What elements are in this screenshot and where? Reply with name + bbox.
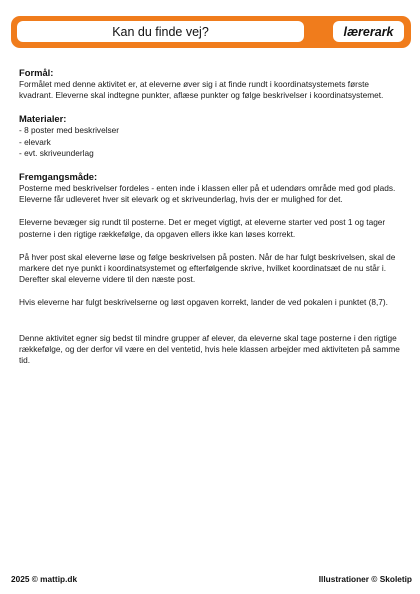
footer-copyright: 2025 © mattip.dk [11,574,78,584]
formal-text: Formålet med denne aktivitet er, at eleverne øver sig i at finde rundt i koordinatsystemets første kvadrant. Eleverne skal indtegne punkter, aflæse punkter og følge beskrivelser i koordinatsystemet. [19,79,384,101]
section-title-formal: Formål: [19,67,54,78]
header-bar [11,16,411,48]
list-item: - elevark [19,136,51,147]
procedure-paragraph: Eleverne bevæger sig rundt til posterne. Det er meget vigtigt, at eleverne starter ved post 1 og tager posterne i den rigtige rækkefølge, da opgaven ellers ikke kan løses korrekt. [19,217,386,239]
procedure-paragraph: Hvis eleverne har fulgt beskrivelserne og løst opgaven korrekt, lander de ved pokalen i punktet (8,7). [19,297,388,308]
footer-illustration-credit: Illustrationer © Skoletip [318,574,412,584]
page-title: Kan du finde vej? [17,21,304,42]
procedure-paragraph: Posterne med beskrivelser fordeles - enten inde i klassen eller på et udendørs område med god plads. Eleverne får udleveret hver sit elevark og et skriveunderlag, hvis der er mulighed for det. [19,183,396,205]
section-title-materialer: Materialer: [19,113,67,125]
procedure-paragraph: På hver post skal eleverne løse og følge beskrivelsen på posten. Når de har fulgt beskrivelsen, skal de markere det nye punkt i koordinatsystemet og efterfølgende skrive, hvilket koordinatsæt de nu står i. Derefter skal eleverne videre til den næste post. [19,251,396,285]
section-formal [19,67,403,101]
section-fremgangsmade [19,171,403,309]
section-title-fremgangsmade: Fremgangsmåde: [19,171,98,183]
section-materialer [19,113,403,159]
sheet-type-label: lærerark [333,21,404,42]
list-item: - evt. skriveunderlag [19,147,94,158]
document-body [19,67,403,366]
materials-list [19,125,403,159]
list-item: - 8 poster med beskrivelser [19,125,120,136]
activity-note: Denne aktivitet egner sig bedst til mindre grupper af elever, da eleverne skal tage posterne i den rigtige rækkefølge, og der derfor vil være en del ventetid, hvis hele klassen arbejder med aktiviteten på samme tid. [19,332,400,366]
